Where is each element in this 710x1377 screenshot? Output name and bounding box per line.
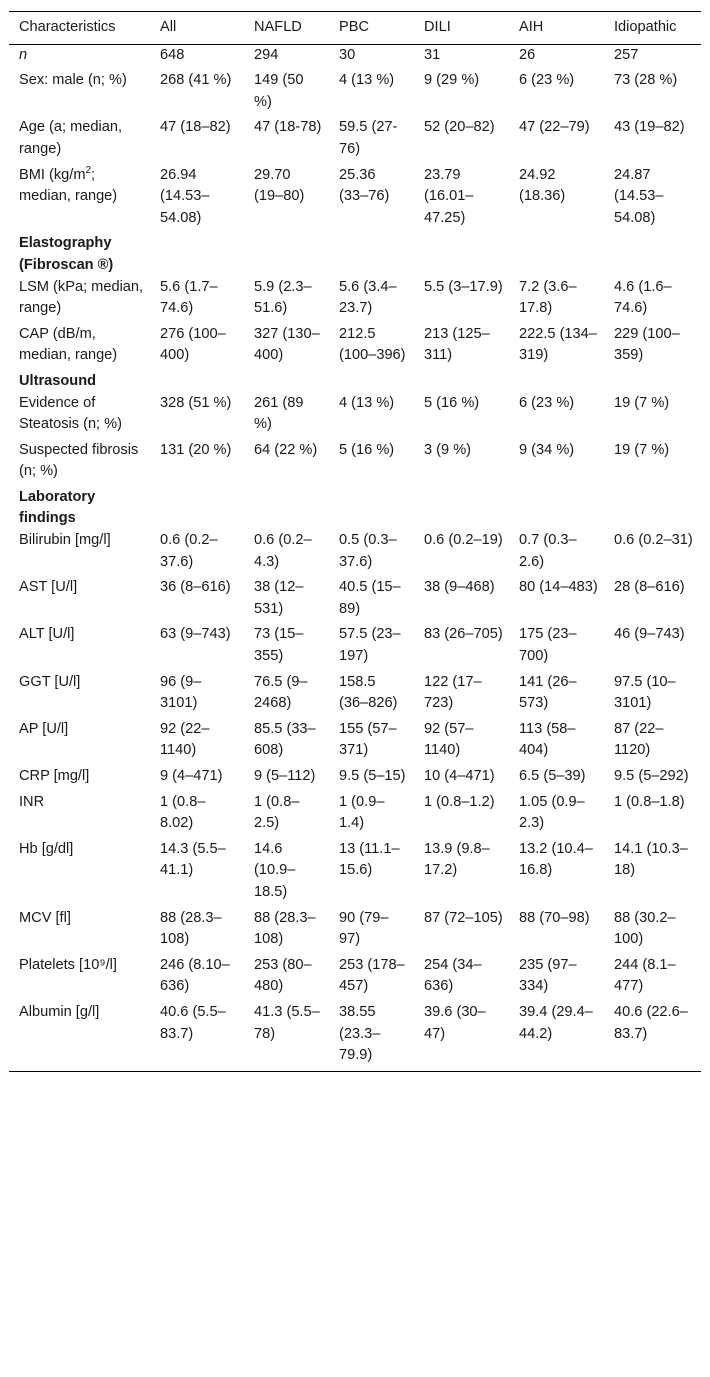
table-cell: 6 (23 %) [519, 394, 575, 411]
table-cell: 10 (4–471) [424, 768, 495, 784]
table-cell: 88 (28.3–108) [254, 909, 316, 948]
table-cell: 39.6 (30–47) [424, 1003, 486, 1042]
table-cell: 88 (30.2–100) [614, 909, 676, 948]
section-label: Laboratory findings [19, 488, 96, 527]
row-label: n [19, 46, 28, 63]
table-cell: 26.94 (14.53–54.08) [160, 166, 210, 226]
table-cell: 80 (14–483) [519, 579, 598, 596]
table-cell: 0.6 (0.2–37.6) [160, 532, 218, 570]
table-cell: 38 (9–468) [424, 579, 495, 596]
table-row [9, 117, 701, 164]
table-cell: 31 [424, 46, 441, 63]
table-cell: 6.5 (5–39) [519, 768, 586, 784]
table-cell: 76.5 (9–2468) [254, 673, 308, 712]
table-cell: 96 (9–3101) [160, 673, 202, 712]
table-cell: 0.6 (0.2–31) [614, 532, 693, 549]
table-cell: 261 (89 %) [254, 394, 304, 433]
table-cell: 13.9 (9.8–17.2) [424, 840, 490, 879]
table-cell: 113 (58–404) [519, 720, 576, 759]
table-cell: 24.92 (18.36) [519, 166, 566, 205]
table-cell: 9.5 (5–292) [614, 768, 689, 784]
table-cell: 0.6 (0.2–4.3) [254, 532, 312, 570]
table-cell: 64 (22 %) [254, 441, 318, 458]
section-row [9, 371, 701, 393]
table-cell: 5 (16 %) [424, 394, 480, 411]
row-label: CAP (dB/m, median, range) [19, 325, 118, 364]
table-cell: 1 (0.9–1.4) [339, 793, 385, 832]
table-cell: 175 (23–700) [519, 626, 577, 665]
table-cell: 87 (22–1120) [614, 720, 664, 759]
table-cell: 235 (97–334) [519, 956, 577, 995]
table-row [9, 530, 701, 577]
table-cell-empty [329, 371, 414, 393]
table-cell-empty [414, 487, 509, 530]
table-cell: 158.5 (36–826) [339, 673, 398, 712]
table-cell: 244 (8.1–477) [614, 956, 676, 995]
table-cell: 246 (8.10–636) [160, 956, 230, 995]
table-row [9, 577, 701, 624]
table-row [9, 165, 701, 234]
table-cell: 43 (19–82) [614, 119, 685, 136]
table-cell: 14.1 (10.3–18) [614, 840, 688, 879]
row-label: Hb [g/dl] [19, 840, 74, 857]
table-cell: 5.6 (3.4–23.7) [339, 278, 397, 317]
table-row [9, 908, 701, 955]
row-label: Sex: male (n; %) [19, 72, 127, 89]
table-cell: 9.5 (5–15) [339, 768, 406, 784]
table-cell: 38.55 (23.3–79.9) [339, 1003, 381, 1064]
row-label: Suspected fibrosis (n; %) [19, 441, 139, 480]
table-row [9, 839, 701, 908]
table-cell: 5.6 (1.7–74.6) [160, 278, 218, 317]
row-label: INR [19, 793, 45, 810]
table-cell: 88 (28.3–108) [160, 909, 222, 948]
table-cell: 0.7 (0.3–2.6) [519, 532, 577, 570]
table-cell: 41.3 (5.5–78) [254, 1003, 320, 1042]
table-cell-empty [244, 233, 329, 276]
table-cell-empty [329, 487, 414, 530]
table-cell: 9 (5–112) [254, 768, 316, 784]
row-label: GGT [U/l] [19, 673, 81, 690]
table-cell: 4 (13 %) [339, 394, 395, 411]
table-cell: 24.87 (14.53–54.08) [614, 166, 664, 226]
table-cell: 85.5 (33–608) [254, 720, 316, 759]
row-label: ALT [U/l] [19, 626, 75, 643]
row-label: AP [U/l] [19, 720, 69, 737]
table-cell: 122 (17–723) [424, 673, 482, 712]
table-cell: 47 (18-78) [254, 119, 322, 136]
row-label: Bilirubin [mg/l] [19, 532, 111, 549]
table-cell: 149 (50 %) [254, 72, 304, 110]
table-cell-empty [244, 487, 329, 530]
section-label: Elastography (Fibroscan ®) [19, 235, 114, 273]
table-row [9, 1002, 701, 1071]
table-cell: 25.36 (33–76) [339, 166, 390, 205]
table-cell: 5.5 (3–17.9) [424, 278, 503, 295]
table-cell: 222.5 (134–319) [519, 325, 597, 364]
table-cell-empty [414, 233, 509, 276]
row-label [9, 165, 150, 234]
table-row [9, 766, 701, 792]
row-label: AST [U/l] [19, 579, 78, 596]
table-cell: 14.6 (10.9–18.5) [254, 840, 296, 900]
section-label: Ultrasound [19, 372, 97, 389]
table-cell: 0.5 (0.3–37.6) [339, 532, 397, 570]
header-nafld: NAFLD [254, 19, 302, 35]
table-cell-empty [150, 487, 244, 530]
table-cell: 40.6 (22.6–83.7) [614, 1003, 688, 1042]
table-row [9, 44, 701, 70]
table-row [9, 393, 701, 440]
table-cell: 13.2 (10.4–16.8) [519, 840, 593, 879]
header-pbc: PBC [339, 19, 370, 35]
table-cell: 40.6 (5.5–83.7) [160, 1003, 226, 1042]
header-aih: AIH [519, 19, 544, 35]
table-cell: 1 (0.8–1.8) [614, 793, 685, 810]
table-cell: 254 (34–636) [424, 956, 482, 995]
table-cell: 90 (79–97) [339, 909, 389, 948]
table-cell: 28 (8–616) [614, 579, 685, 596]
table-cell: 40.5 (15–89) [339, 579, 401, 617]
table-cell-empty [604, 487, 701, 530]
table-row [9, 955, 701, 1002]
table-cell: 253 (178–457) [339, 956, 405, 995]
table-row [9, 672, 701, 719]
table-cell: 9 (29 %) [424, 72, 480, 89]
table-cell: 276 (100–400) [160, 325, 226, 364]
row-label-text: ; median, range) [19, 166, 118, 205]
table-cell: 6 (23 %) [519, 72, 575, 89]
table-cell-empty [604, 233, 701, 276]
header-dili: DILI [424, 19, 451, 35]
table-row [9, 70, 701, 117]
table-cell: 87 (72–105) [424, 909, 503, 926]
row-label: Evidence of Steatosis (n; %) [19, 394, 123, 433]
table-cell: 328 (51 %) [160, 394, 232, 411]
table-cell-empty [244, 371, 329, 393]
table-cell: 73 (28 %) [614, 72, 678, 89]
header-all: All [160, 19, 177, 35]
table-cell: 131 (20 %) [160, 441, 232, 458]
table-cell: 92 (22–1140) [160, 720, 210, 759]
table-cell: 39.4 (29.4–44.2) [519, 1003, 593, 1042]
table-row [9, 277, 701, 324]
table-row [9, 624, 701, 671]
row-label-superscript: 2 [85, 164, 92, 176]
row-label: MCV [fl] [19, 909, 71, 926]
table-cell: 648 [160, 46, 185, 63]
table-cell: 13 (11.1–15.6) [339, 840, 400, 879]
header-idiopathic: Idiopathic [614, 19, 677, 35]
table-cell: 213 (125–311) [424, 325, 490, 364]
characteristics-table [9, 11, 701, 1072]
table-cell: 47 (22–79) [519, 119, 590, 136]
table-cell: 88 (70–98) [519, 909, 590, 926]
row-label: CRP [mg/l] [19, 768, 90, 784]
table-cell: 257 [614, 46, 639, 63]
table-cell: 19 (7 %) [614, 441, 670, 458]
row-label: LSM (kPa; median, range) [19, 278, 144, 317]
table-cell: 30 [339, 46, 356, 63]
row-label-text: BMI (kg/m [19, 166, 86, 183]
row-label: Age (a; median, range) [19, 119, 123, 157]
table-row [9, 719, 701, 766]
table-cell: 36 (8–616) [160, 579, 231, 596]
table-cell: 1 (0.8–1.2) [424, 793, 495, 810]
section-row [9, 233, 701, 276]
row-label: Albumin [g/l] [19, 1003, 100, 1020]
table-cell: 253 (80–480) [254, 956, 312, 995]
table-header-row [9, 12, 701, 45]
table-cell-empty [150, 233, 244, 276]
table-cell: 268 (41 %) [160, 72, 232, 89]
table-cell: 0.6 (0.2–19) [424, 532, 503, 549]
row-label: Platelets [10⁹/l] [19, 956, 117, 973]
table-cell: 4 (13 %) [339, 72, 395, 89]
table-cell: 141 (26–573) [519, 673, 577, 712]
table-cell: 229 (100–359) [614, 325, 680, 364]
table-cell: 83 (26–705) [424, 626, 503, 643]
table-cell: 5.9 (2.3–51.6) [254, 278, 312, 317]
table-cell: 5 (16 %) [339, 441, 395, 458]
table-row [9, 324, 701, 371]
table-cell: 59.5 (27-76) [339, 119, 398, 157]
table-cell: 4.6 (1.6–74.6) [614, 278, 672, 317]
table-cell: 38 (12–531) [254, 579, 304, 617]
table-cell: 26 [519, 46, 536, 63]
table-cell-empty [509, 487, 604, 530]
table-cell-empty [414, 371, 509, 393]
table-cell: 327 (130–400) [254, 325, 320, 364]
header-characteristics: Characteristics [19, 19, 116, 35]
table-cell: 9 (34 %) [519, 441, 575, 458]
table-cell: 23.79 (16.01–47.25) [424, 166, 474, 226]
table-cell: 3 (9 %) [424, 441, 472, 458]
table-cell-empty [150, 371, 244, 393]
table-cell: 1 (0.8–8.02) [160, 793, 206, 832]
table-cell-empty [509, 233, 604, 276]
table-cell-empty [509, 371, 604, 393]
table-row [9, 792, 701, 839]
table-cell-empty [329, 233, 414, 276]
table-cell: 9 (4–471) [160, 768, 223, 784]
table-container [9, 11, 701, 1072]
table-cell: 52 (20–82) [424, 119, 495, 136]
table-cell: 92 (57–1140) [424, 720, 474, 759]
table-cell: 97.5 (10–3101) [614, 673, 676, 712]
table-cell: 14.3 (5.5–41.1) [160, 840, 226, 879]
table-body [9, 44, 701, 1071]
table-cell: 212.5 (100–396) [339, 325, 406, 364]
table-row [9, 440, 701, 487]
table-cell: 57.5 (23–197) [339, 626, 401, 665]
table-cell-empty [604, 371, 701, 393]
table-cell: 63 (9–743) [160, 626, 231, 643]
table-cell: 29.70 (19–80) [254, 166, 305, 205]
section-row [9, 487, 701, 530]
table-cell: 1.05 (0.9–2.3) [519, 793, 585, 832]
table-cell: 73 (15–355) [254, 626, 304, 665]
table-cell: 47 (18–82) [160, 119, 231, 136]
table-cell: 155 (57–371) [339, 720, 397, 759]
table-cell: 1 (0.8–2.5) [254, 793, 300, 832]
table-cell: 19 (7 %) [614, 394, 670, 411]
table-cell: 7.2 (3.6–17.8) [519, 278, 577, 317]
table-cell: 46 (9–743) [614, 626, 685, 643]
table-cell: 294 [254, 46, 279, 63]
